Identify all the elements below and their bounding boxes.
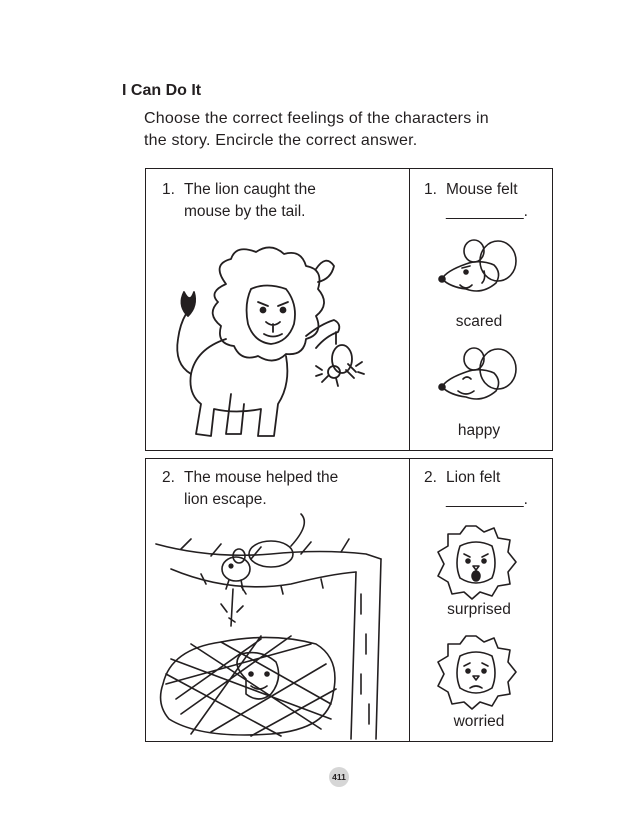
column-divider bbox=[409, 169, 410, 450]
item-2-feeling-prompt bbox=[446, 467, 528, 511]
surprised-lion-icon[interactable] bbox=[436, 524, 516, 599]
page-number: 411 bbox=[329, 767, 349, 787]
choice-happy[interactable]: happy bbox=[457, 422, 501, 439]
item-2-feeling-blank: _________. bbox=[446, 491, 528, 508]
item-2-number: 2. bbox=[162, 469, 175, 486]
choice-surprised[interactable]: surprised bbox=[447, 601, 511, 618]
column-divider bbox=[409, 459, 410, 741]
worried-lion-icon[interactable] bbox=[436, 634, 516, 709]
scared-mouse-icon[interactable] bbox=[436, 239, 526, 309]
exercise-box-1 bbox=[145, 168, 553, 451]
exercise-box-2 bbox=[145, 458, 553, 742]
item-1-feeling-prompt bbox=[446, 179, 528, 223]
item-2-feeling-number: 2. bbox=[424, 469, 437, 486]
lion-caught-mouse-illustration bbox=[166, 244, 396, 444]
item-1-feeling-number: 1. bbox=[424, 181, 437, 198]
choice-scared[interactable]: scared bbox=[455, 313, 503, 330]
item-1-feeling-blank: _________. bbox=[446, 203, 528, 220]
instruction-line-2: the story. Encircle the correct answer. bbox=[144, 132, 418, 149]
choice-worried[interactable]: worried bbox=[453, 713, 505, 730]
item-2-question-line-1: The mouse helped the bbox=[184, 469, 339, 486]
instruction-line-1: Choose the correct feelings of the characters in bbox=[144, 110, 489, 127]
mouse-helps-lion-illustration bbox=[151, 514, 396, 739]
item-1-question-line-2: mouse by the tail. bbox=[184, 203, 306, 220]
activity-heading: I Can Do It bbox=[122, 82, 202, 99]
item-1-number: 1. bbox=[162, 181, 175, 198]
happy-mouse-icon[interactable] bbox=[436, 347, 526, 417]
item-1-feeling-line-1: Mouse felt bbox=[446, 181, 518, 198]
item-2-feeling-line-1: Lion felt bbox=[446, 469, 501, 486]
item-2-question-line-2: lion escape. bbox=[184, 491, 267, 508]
item-1-question bbox=[184, 179, 316, 223]
item-2-question bbox=[184, 467, 338, 511]
item-1-question-line-1: The lion caught the bbox=[184, 181, 316, 198]
